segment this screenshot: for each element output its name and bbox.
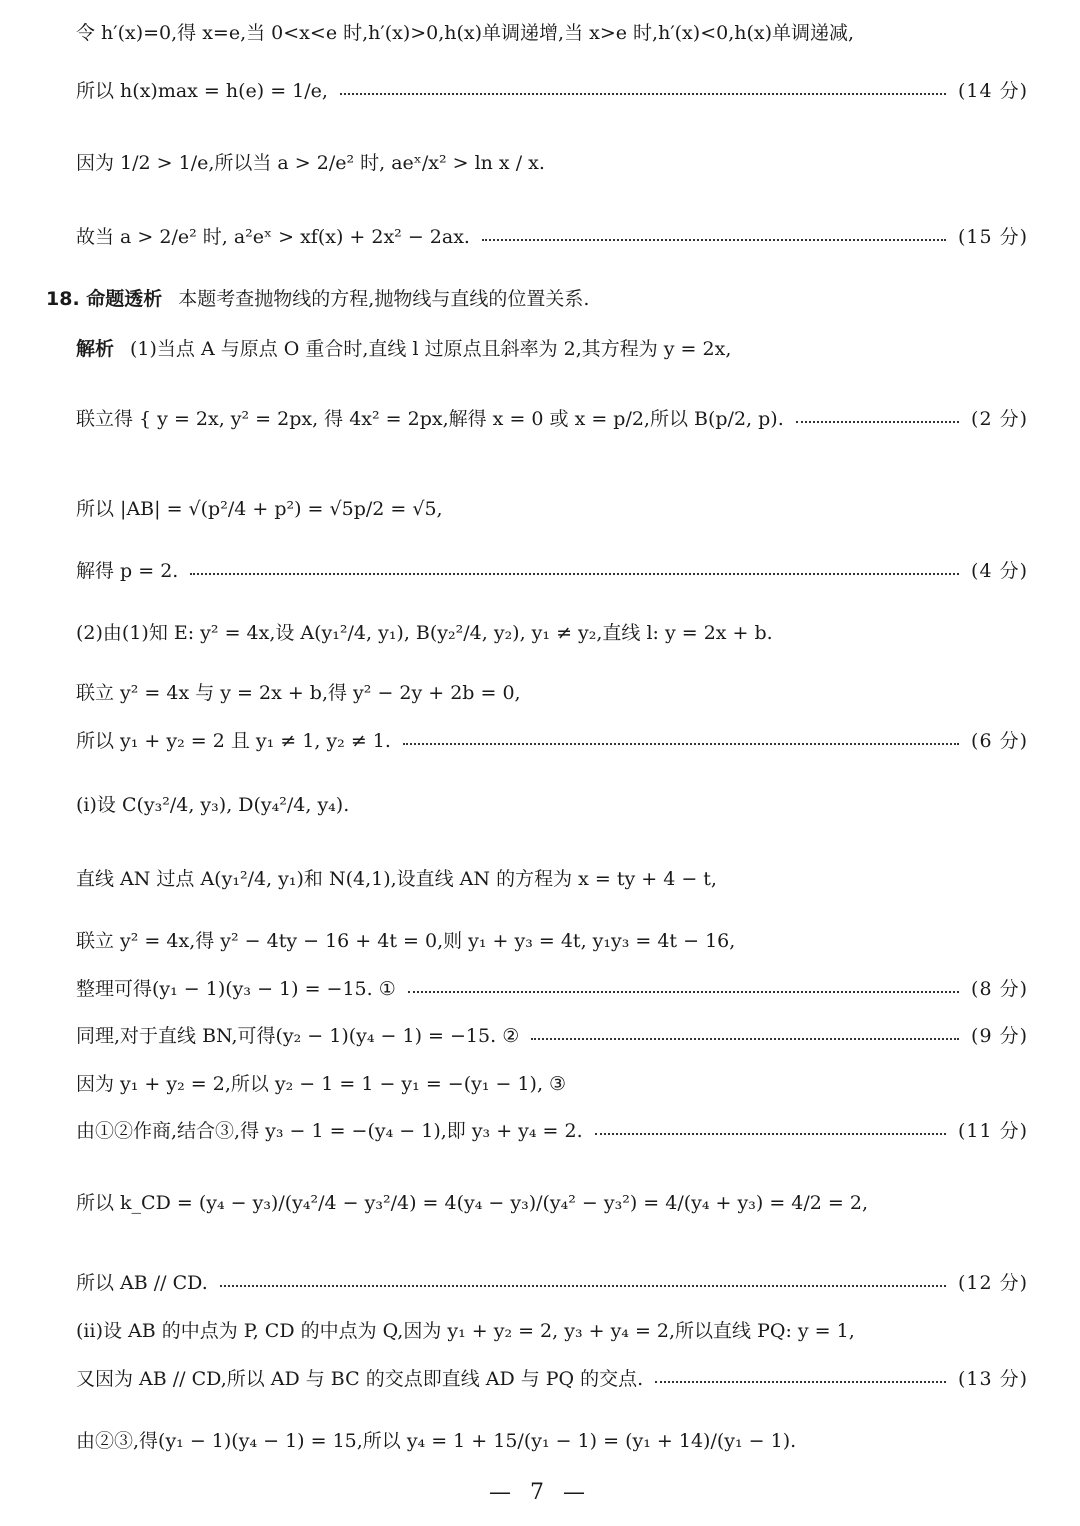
line-text: 所以 h(x)max = h(e) = 1/e, <box>76 80 328 102</box>
line-text: 联立得 { y = 2x, y² = 2px, 得 4x² = 2px,解得 x = 0 或 x = p/2,所以 B(p/2, p). <box>76 408 784 430</box>
line-text: 又因为 AB // CD,所以 AD 与 BC 的交点即直线 AD 与 PQ 的交点. <box>76 1368 644 1390</box>
line-intersection <box>76 1370 1028 1389</box>
line-text: 直线 AN 过点 A(y₁²/4, y₁)和 N(4,1),设直线 AN 的方程为 x = ty + 4 − t, <box>76 868 717 890</box>
line-h-monotonic <box>76 24 1028 43</box>
line-an-combine <box>76 932 1028 951</box>
line-text: 由②③,得(y₁ − 1)(y₄ − 1) = 15,所以 y₄ = 1 + 15/(y₁ − 1) = (y₁ + 14)/(y₁ − 1). <box>76 1430 797 1452</box>
line-ab-length <box>76 500 1028 519</box>
line-text: (1)当点 A 与原点 O 重合时,直线 l 过原点且斜率为 2,其方程为 y = 2x, <box>130 338 732 360</box>
dot-leader <box>340 93 946 95</box>
line-text: 令 h′(x)=0,得 x=e,当 0<x<e 时,h′(x)>0,h(x)单调递增,当 x>e 时,h′(x)<0,h(x)单调递减, <box>76 22 855 44</box>
line-text: 所以 y₁ + y₂ = 2 且 y₁ ≠ 1, y₂ ≠ 1. <box>76 730 391 752</box>
line-quotient <box>76 1122 1028 1141</box>
line-h-max <box>76 82 1028 101</box>
line-slope-cd <box>76 1194 1028 1213</box>
dot-leader <box>655 1381 946 1383</box>
dot-leader <box>482 239 946 241</box>
line-compare <box>76 154 1028 173</box>
line-text: 因为 1/2 > 1/e,所以当 a > 2/e² 时, aeˣ/x² > ln x / x. <box>76 152 545 174</box>
line-text: 故当 a > 2/e² 时, a²eˣ > xf(x) + 2x² − 2ax. <box>76 226 470 248</box>
line-equation-3 <box>76 1075 1028 1094</box>
line-combine <box>76 684 1028 703</box>
score-label: (12 分) <box>957 1272 1028 1294</box>
line-p-value <box>76 562 1028 581</box>
line-part-ii-setup <box>76 1322 1028 1341</box>
line-text: 所以 AB // CD. <box>76 1272 208 1294</box>
score-label: (4 分) <box>971 560 1028 582</box>
score-label: (9 分) <box>971 1025 1028 1047</box>
line-text: 本题考查抛物线的方程,抛物线与直线的位置关系. <box>178 288 590 310</box>
line-part-i-setup <box>76 796 1028 815</box>
line-text: 同理,对于直线 BN,可得(y₂ − 1)(y₄ − 1) = −15. ② <box>76 1025 520 1047</box>
solution-label: 解析 <box>76 338 115 360</box>
line-equation-1 <box>76 980 1028 999</box>
score-label: (13 分) <box>957 1368 1028 1390</box>
line-q18-analysis <box>46 290 1028 309</box>
line-parallel <box>76 1274 1028 1293</box>
score-label: (2 分) <box>971 408 1028 430</box>
line-text: 由①②作商,结合③,得 y₃ − 1 = −(y₄ − 1),即 y₃ + y₄ = 2. <box>76 1120 583 1142</box>
line-text: 所以 k_CD = (y₄ − y₃)/(y₄²/4 − y₃²/4) = 4(y₄ − y₃)/(y₄² − y₃²) = 4/(y₄ + y₃) = 4/2 = 2, <box>76 1192 868 1214</box>
line-system-solve <box>76 410 1028 429</box>
line-solution-start <box>76 340 1028 359</box>
dot-leader <box>796 421 959 423</box>
score-label: (6 分) <box>971 730 1028 752</box>
line-text: 解得 p = 2. <box>76 560 179 582</box>
dot-leader <box>220 1285 946 1287</box>
dot-leader <box>190 573 959 575</box>
dot-leader <box>595 1133 946 1135</box>
score-label: (8 分) <box>971 978 1028 1000</box>
line-text: (ⅰ)设 C(y₃²/4, y₃), D(y₄²/4, y₄). <box>76 794 350 816</box>
line-an-equation <box>76 870 1028 889</box>
score-label: (14 分) <box>957 80 1028 102</box>
score-label: (15 分) <box>957 226 1028 248</box>
dot-leader <box>403 743 959 745</box>
page-number: — 7 — <box>489 1480 591 1505</box>
line-y4-expression <box>76 1432 1028 1451</box>
dot-leader <box>408 991 959 993</box>
line-text: 因为 y₁ + y₂ = 2,所以 y₂ − 1 = 1 − y₁ = −(y₁ − 1), ③ <box>76 1073 567 1095</box>
line-text: (ⅱ)设 AB 的中点为 P, CD 的中点为 Q,因为 y₁ + y₂ = 2, y₃ + y₄ = 2,所以直线 PQ: y = 1, <box>76 1320 855 1342</box>
line-text: 整理可得(y₁ − 1)(y₃ − 1) = −15. ① <box>76 978 396 1000</box>
line-text: 联立 y² = 4x 与 y = 2x + b,得 y² − 2y + 2b = 0, <box>76 682 521 704</box>
line-text: 联立 y² = 4x,得 y² − 4ty − 16 + 4t = 0,则 y₁ + y₃ = 4t, y₁y₃ = 4t − 16, <box>76 930 736 952</box>
line-sum-y <box>76 732 1028 751</box>
line-text: (2)由(1)知 E: y² = 4x,设 A(y₁²/4, y₁), B(y₂²/4, y₂), y₁ ≠ y₂,直线 l: y = 2x + b. <box>76 622 773 644</box>
line-conclusion-17 <box>76 228 1028 247</box>
question-label: 18. 命题透析 <box>46 288 163 310</box>
line-text: 所以 |AB| = √(p²/4 + p²) = √5p/2 = √5, <box>76 498 443 520</box>
line-part2-setup <box>76 624 1028 643</box>
line-equation-2 <box>76 1027 1028 1046</box>
dot-leader <box>531 1038 959 1040</box>
score-label: (11 分) <box>957 1120 1028 1142</box>
